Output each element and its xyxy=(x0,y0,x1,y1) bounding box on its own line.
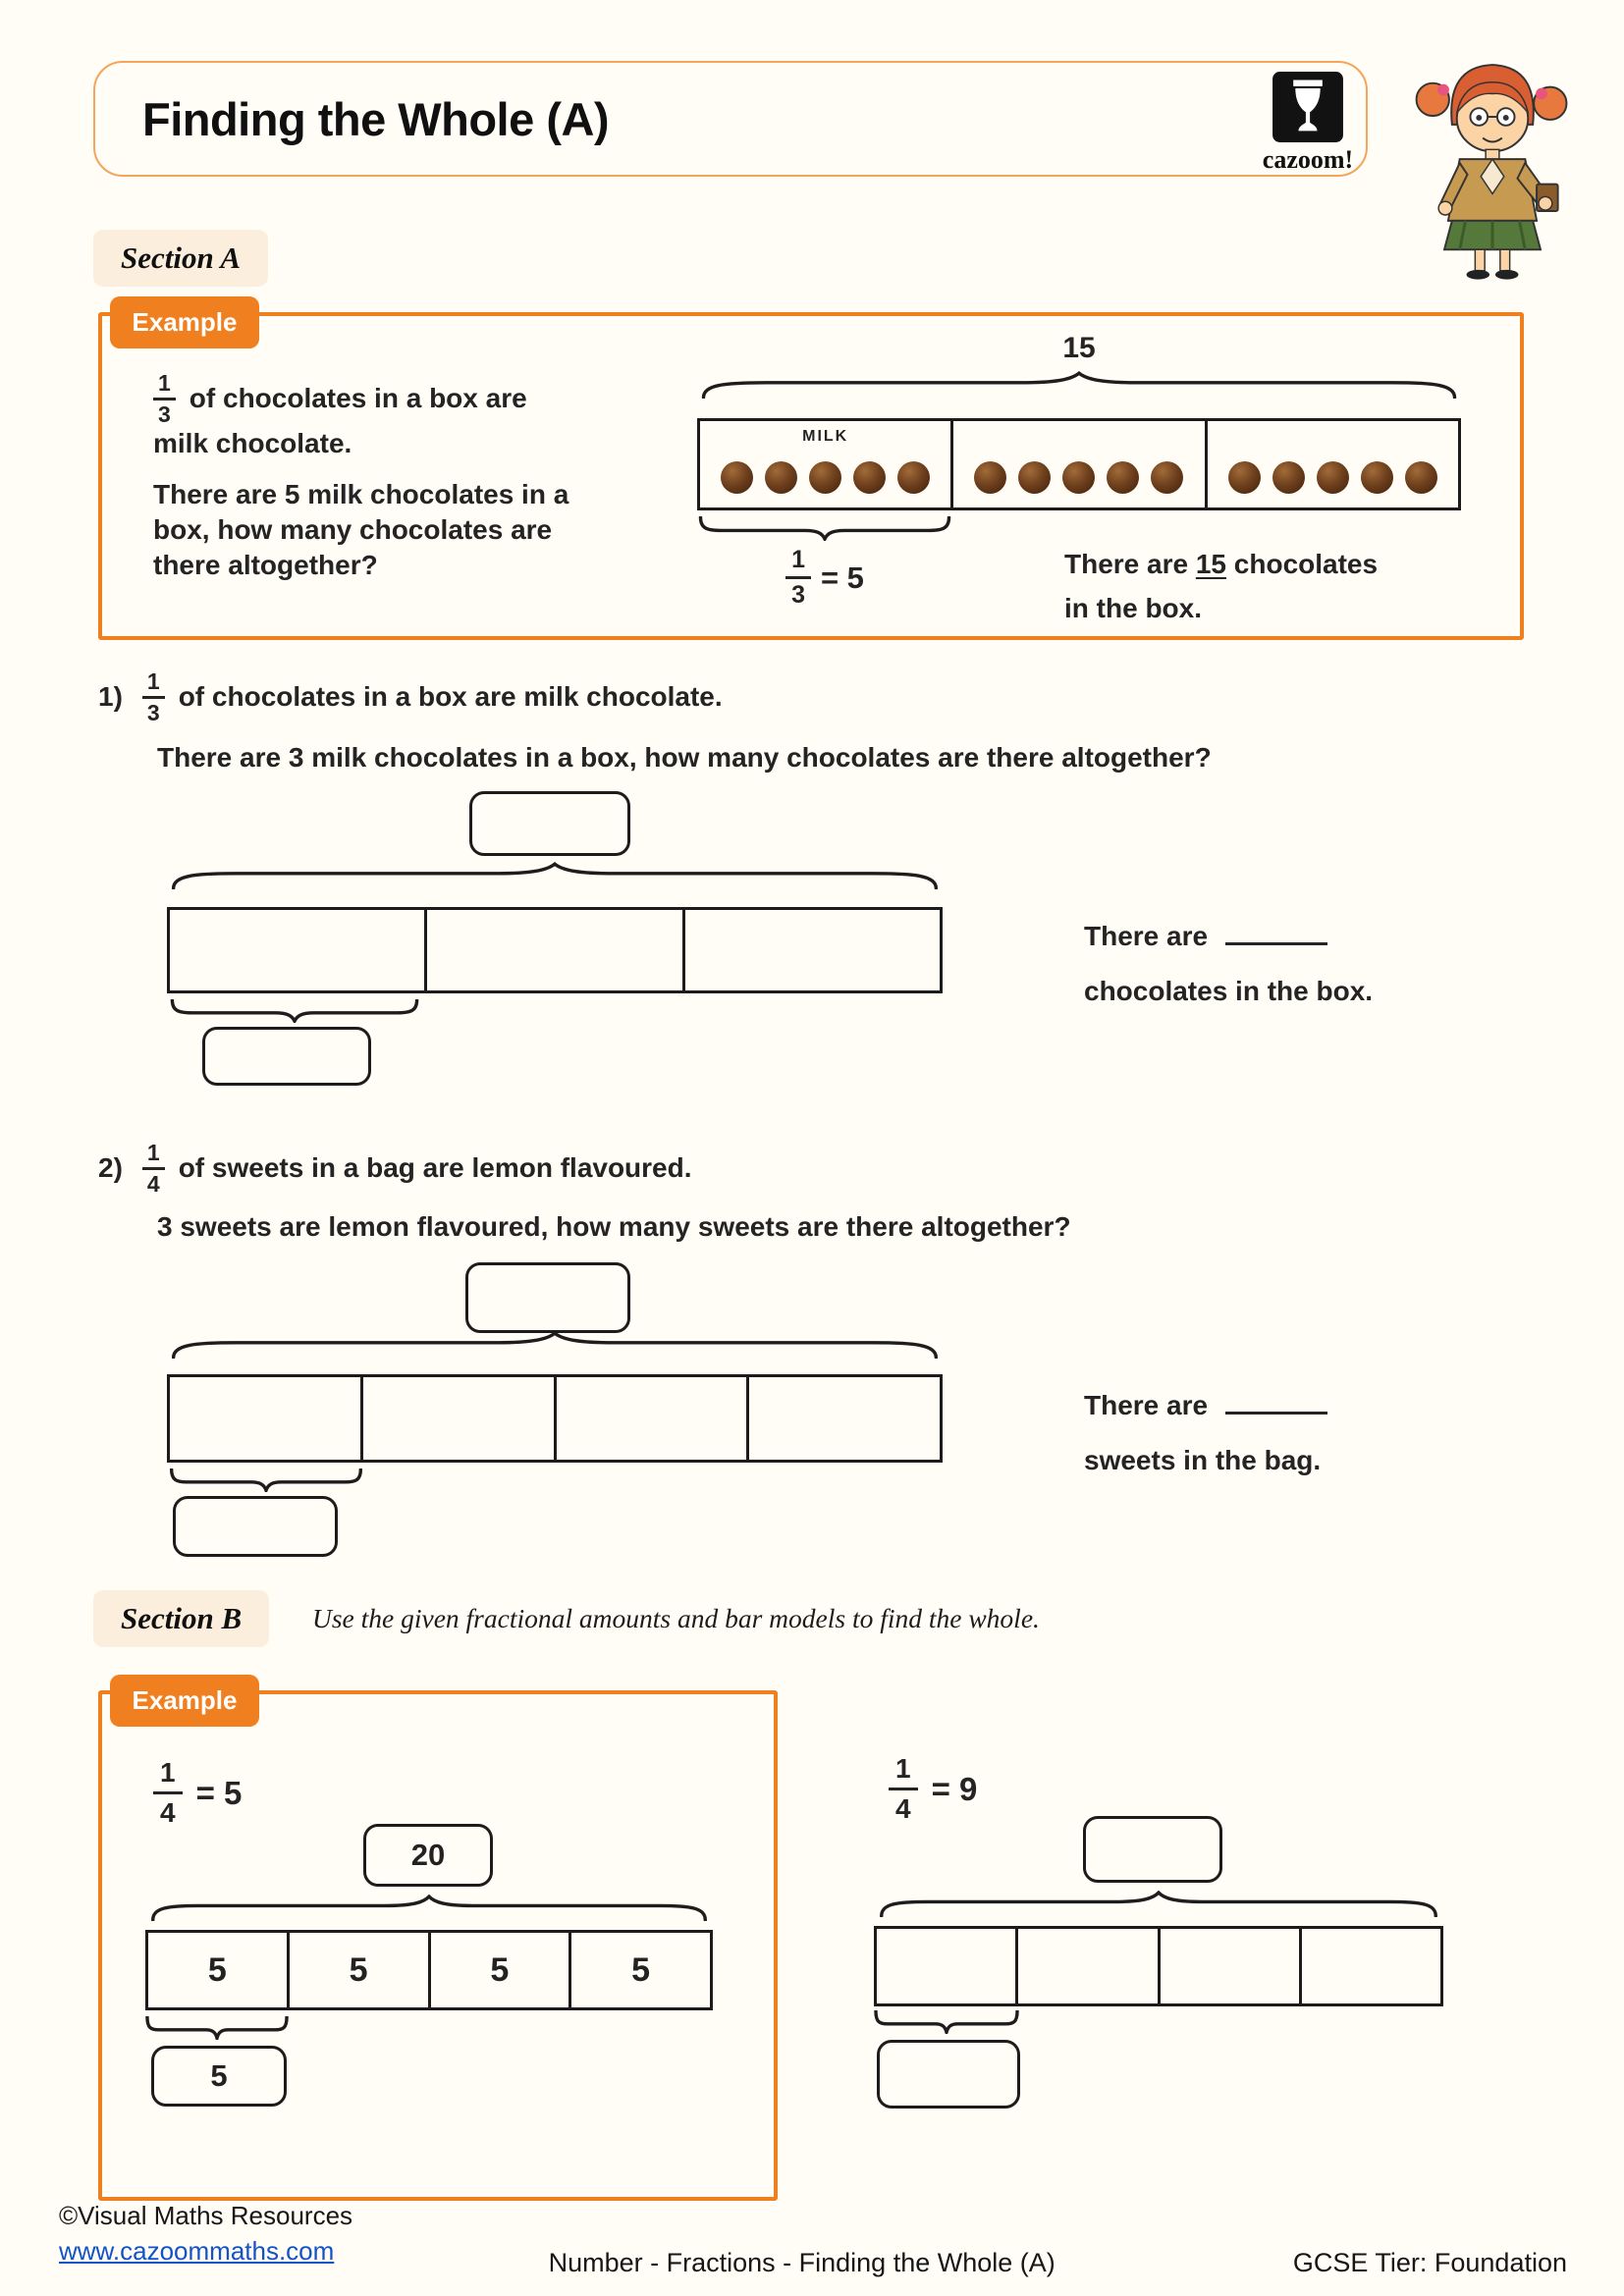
right-total-answer-box xyxy=(1083,1816,1222,1883)
equation-rhs: = 5 xyxy=(195,1774,243,1811)
website-link[interactable]: www.cazoommaths.com xyxy=(59,2236,335,2266)
cazoom-logo-text: cazoom! xyxy=(1262,145,1354,174)
fraction-one-third: $\frac{1}{3}$ xyxy=(785,548,811,608)
bar-cell-milk xyxy=(700,421,950,507)
example-b-left-bar-model xyxy=(145,1930,713,2010)
chocolate-icon xyxy=(1228,461,1261,494)
question-2-intro: 2) $\frac{1}{4}$ of sweets in a bag are lemon flavoured. xyxy=(98,1139,692,1197)
section-b-label: Section B xyxy=(93,1590,269,1647)
answer-blank xyxy=(1225,1397,1327,1415)
chocolate-icon xyxy=(1107,461,1139,494)
brace-top xyxy=(145,1895,713,1921)
chocolate-icon xyxy=(1018,461,1051,494)
bar-cell xyxy=(1158,1929,1299,2003)
question-1-intro: 1) $\frac{1}{3}$ of chocolates in a box are milk chocolate. xyxy=(98,667,723,725)
example-tab: Example xyxy=(110,296,259,348)
example-a-problem-text xyxy=(153,371,593,583)
fraction-one-quarter: $\frac{1}{4}$ xyxy=(153,1759,183,1827)
section-b-instruction: Use the given fractional amounts and bar models to find the whole. xyxy=(312,1603,1040,1633)
bar-cell xyxy=(360,1377,554,1460)
bar-cell: 5 xyxy=(568,1933,710,2007)
student-character-illustration xyxy=(1396,47,1589,283)
brace-bottom xyxy=(169,1468,363,1492)
answer-blank xyxy=(1225,928,1327,945)
chocolate-icon xyxy=(897,461,930,494)
question-2-total-answer-box xyxy=(465,1262,630,1333)
bar-cell xyxy=(1299,1929,1440,2003)
chocolate-icon xyxy=(1062,461,1095,494)
example-a-question: There are 5 milk chocolates in a box, how many chocolates are there altogether? xyxy=(153,479,569,580)
question-2-part-answer-box xyxy=(173,1496,338,1557)
total-label: 15 xyxy=(1062,332,1096,364)
bar-cell xyxy=(554,1377,747,1460)
bar-cell xyxy=(1205,421,1458,507)
chocolates-row xyxy=(953,461,1204,494)
fraction-one-third: $\frac{1}{3}$ xyxy=(142,670,165,724)
fraction-one-quarter: $\frac{1}{4}$ xyxy=(889,1755,918,1823)
bar-cell xyxy=(170,910,424,990)
chocolate-icon xyxy=(1405,461,1437,494)
section-a-example-box xyxy=(98,307,1524,640)
brace-top xyxy=(163,1331,947,1359)
chocolate-icon xyxy=(809,461,841,494)
copyright-text: ©Visual Maths Resources xyxy=(59,2201,353,2230)
bar-cell xyxy=(746,1377,940,1460)
bar-cell xyxy=(170,1377,360,1460)
fraction-equation xyxy=(731,548,918,608)
chocolate-icon xyxy=(853,461,886,494)
footer-tier-text: GCSE Tier: Foundation xyxy=(1292,2248,1567,2277)
question-1-text: There are 3 milk chocolates in a box, how many chocolates are there altogether? xyxy=(157,742,1212,773)
chocolate-icon xyxy=(1151,461,1183,494)
bar-cell xyxy=(950,421,1204,507)
question-1-bar-model xyxy=(167,907,943,993)
example-a-intro-line2: milk chocolate. xyxy=(153,428,352,458)
chocolates-row xyxy=(700,461,950,494)
example-b-total-box: 20 xyxy=(363,1824,493,1887)
bar-cell: 5 xyxy=(287,1933,428,2007)
fraction-one-quarter: $\frac{1}{4}$ xyxy=(142,1142,165,1196)
brace-bottom xyxy=(169,999,420,1023)
brace-top xyxy=(163,862,947,889)
bar-cell xyxy=(682,910,940,990)
brace-bottom xyxy=(697,516,952,541)
footer-topic-text: Number - Fractions - Finding the Whole (A) xyxy=(548,2248,1056,2277)
milk-label: MILK xyxy=(802,428,849,445)
example-a-answer-text: There are 15 chocolates in the box. xyxy=(1064,549,1379,623)
page-title: Finding the Whole (A) xyxy=(142,92,610,145)
question-1-part-answer-box xyxy=(202,1027,371,1086)
chocolate-icon xyxy=(765,461,797,494)
cazoom-logo-icon xyxy=(1272,71,1344,143)
question-number: 1) xyxy=(98,681,123,712)
example-b-left-equation xyxy=(153,1759,242,1827)
question-2-bar-model xyxy=(167,1374,943,1463)
example-a-intro-line: $\frac{1}{3}$ of chocolates in a box are xyxy=(153,371,593,426)
chocolate-icon xyxy=(1361,461,1393,494)
right-part-answer-box xyxy=(877,2040,1020,2109)
cazoom-logo xyxy=(1249,71,1367,175)
bar-cell xyxy=(877,1929,1015,2003)
section-b-example-box xyxy=(98,1685,778,2201)
example-b-part-box: 5 xyxy=(151,2046,287,2107)
bar-cell: 5 xyxy=(428,1933,569,2007)
question-1-answer-text: There are chocolates in the box. xyxy=(1084,921,1374,1006)
question-1-total-answer-box xyxy=(469,791,630,856)
fraction-one-third: $\frac{1}{3}$ xyxy=(153,372,176,426)
chocolates-row xyxy=(1208,461,1458,494)
right-bar-model xyxy=(874,1926,1443,2006)
example-b-right-equation xyxy=(889,1755,977,1823)
example-a-bar-model xyxy=(697,418,1461,510)
bar-cell: 5 xyxy=(207,1950,227,1989)
section-a-label: Section A xyxy=(93,230,268,287)
brace-top xyxy=(693,371,1465,399)
equation-rhs: = 5 xyxy=(820,560,864,595)
title-box xyxy=(93,61,1368,177)
brace-bottom xyxy=(874,2010,1019,2034)
bar-cell xyxy=(424,910,681,990)
equation-rhs: = 9 xyxy=(931,1770,978,1807)
question-number: 2) xyxy=(98,1152,123,1183)
question-2-text: 3 sweets are lemon flavoured, how many sweets are there altogether? xyxy=(157,1211,1071,1242)
question-2-answer-text: There are sweets in the bag. xyxy=(1084,1378,1327,1488)
underlined-answer-value: 15 xyxy=(1195,549,1227,579)
chocolate-icon xyxy=(721,461,753,494)
example-tab: Example xyxy=(110,1675,259,1727)
brace-top xyxy=(874,1891,1443,1917)
chocolate-icon xyxy=(1272,461,1305,494)
chocolate-icon xyxy=(1317,461,1349,494)
chocolate-icon xyxy=(974,461,1006,494)
brace-bottom xyxy=(145,2016,289,2040)
bar-cell xyxy=(1015,1929,1157,2003)
